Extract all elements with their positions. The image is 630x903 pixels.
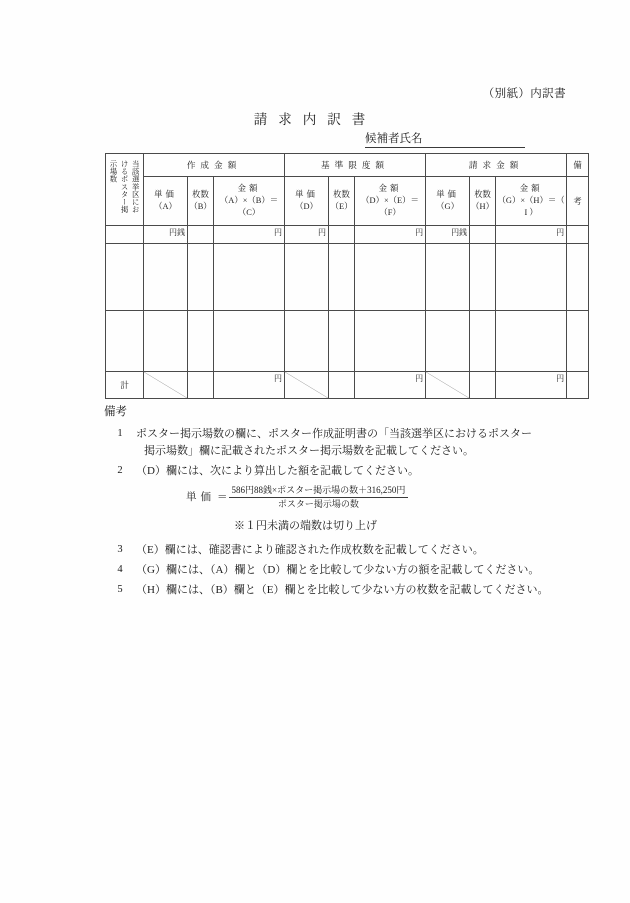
subheader-unit-price-a-code: （A） xyxy=(154,202,177,211)
unit-marker-g: 円銭 xyxy=(451,228,468,237)
unit-marker-a: 円銭 xyxy=(169,228,185,237)
remarks-header-bottom: 考 xyxy=(567,177,589,226)
total-b[interactable] xyxy=(188,372,214,399)
unit-cell-d[interactable] xyxy=(285,226,329,244)
remarks-header-top: 備 xyxy=(567,154,589,177)
group-header-creation xyxy=(144,154,285,177)
subheader-amount-c xyxy=(214,177,285,226)
document-tag: （別紙）内訳書 xyxy=(482,88,566,100)
poster-count-header-label: 当該選挙区におけるポスター掲示場数 xyxy=(108,159,141,213)
group-header-standard-limit-label: 基準限度額 xyxy=(321,160,390,170)
page-title-text: 請求内訳書 xyxy=(253,112,377,127)
total-remarks[interactable] xyxy=(567,372,589,399)
entry-c[interactable] xyxy=(214,244,285,311)
formula-numerator: 586円88銭×ポスター掲示場の数＋316,250円 xyxy=(229,485,409,498)
table-subheader-row xyxy=(106,177,589,226)
candidate-name-input[interactable] xyxy=(423,134,526,148)
note-text-4: （G）欄には、（A）欄と（D）欄とを比較して少ない方の額を記載してください。 xyxy=(136,563,540,576)
unit-cell-f[interactable] xyxy=(355,226,426,244)
diagonal-strike-icon xyxy=(426,372,469,398)
formula-fraction xyxy=(229,485,409,511)
unit-cell-remarks[interactable] xyxy=(567,226,589,244)
entry-g[interactable] xyxy=(426,244,470,311)
subheader-amount-c-formula: （A）×（B）＝（C） xyxy=(219,195,279,218)
notes-section xyxy=(104,404,604,602)
entry-b[interactable] xyxy=(188,244,214,311)
formula-denominator: ポスター掲示場の数 xyxy=(277,499,359,510)
unit-cell-i[interactable] xyxy=(496,226,567,244)
candidate-name-field[interactable] xyxy=(365,130,525,148)
unit-cell-h[interactable] xyxy=(470,226,496,244)
entry2-i[interactable] xyxy=(496,311,567,372)
note-text-2: （D）欄には、次により算出した額を記載してください。 xyxy=(136,464,419,477)
subheader-unit-price-d xyxy=(285,177,329,226)
total-unit-marker-c: 円 xyxy=(274,374,283,383)
subheader-amount-f-formula: （D）×（E）＝（F） xyxy=(361,195,419,218)
subheader-amount-f xyxy=(355,177,426,226)
formula-rounding-note: ※１円未満の端数は切り上げ xyxy=(234,520,377,533)
total-c[interactable] xyxy=(214,372,285,399)
subheader-amount-i-formula: （G）×（H）＝（ I ） xyxy=(497,195,565,218)
subheader-amount-i xyxy=(496,177,567,226)
subheader-unit-price-g-label: 単価 xyxy=(436,189,459,199)
total-unit-marker-i: 円 xyxy=(556,374,565,383)
notes-title: 備考 xyxy=(104,406,127,418)
entry2-d[interactable] xyxy=(285,311,329,372)
total-f[interactable] xyxy=(355,372,426,399)
subheader-amount-c-label: 金額 xyxy=(237,183,261,193)
total-label-cell: 計 xyxy=(106,372,144,399)
entry-remarks[interactable] xyxy=(567,244,589,311)
total-a-struck xyxy=(144,372,188,399)
table-entry-row xyxy=(106,311,589,372)
note-item-1 xyxy=(104,426,604,460)
entry2-f[interactable] xyxy=(355,311,426,372)
note-item-3 xyxy=(104,542,604,559)
entry-h[interactable] xyxy=(470,244,496,311)
entry2-a[interactable] xyxy=(144,311,188,372)
entry-e[interactable] xyxy=(329,244,355,311)
entry-d[interactable] xyxy=(285,244,329,311)
unit-marker-i: 円 xyxy=(556,228,565,237)
unit-cell-e[interactable] xyxy=(329,226,355,244)
subheader-sheets-e-code: （E） xyxy=(330,202,353,211)
total-unit-marker-f: 円 xyxy=(415,374,424,383)
poster-count-header-cell xyxy=(106,154,144,226)
total-i[interactable] xyxy=(496,372,567,399)
subheader-unit-price-g xyxy=(426,177,470,226)
subheader-sheets-e-label: 枚数 xyxy=(333,189,350,199)
unit-cell-a[interactable] xyxy=(144,226,188,244)
unit-marker-d: 円 xyxy=(318,228,327,237)
total-g-struck xyxy=(426,372,470,399)
note-number-3: 3 xyxy=(117,543,123,555)
entry2-remarks[interactable] xyxy=(567,311,589,372)
note-text-1-line2: 掲示場数」欄に記載されたポスター掲示場数を記載してください。 xyxy=(144,444,474,457)
total-d-struck xyxy=(285,372,329,399)
unit-cell-c[interactable] xyxy=(214,226,285,244)
page-title xyxy=(0,108,630,128)
subheader-amount-i-label: 金額 xyxy=(519,183,543,193)
entry2-e[interactable] xyxy=(329,311,355,372)
subheader-sheets-h xyxy=(470,177,496,226)
subheader-unit-price-d-label: 単価 xyxy=(295,189,318,199)
entry2-g[interactable] xyxy=(426,311,470,372)
total-h[interactable] xyxy=(470,372,496,399)
group-header-creation-label: 作成金額 xyxy=(186,160,242,170)
note-item-5 xyxy=(104,582,604,599)
billing-breakdown-table xyxy=(105,153,589,399)
note-number-5: 5 xyxy=(117,583,123,595)
note-item-4 xyxy=(104,562,604,579)
entry-poster-count[interactable] xyxy=(106,244,144,311)
note-text-5: （H）欄には、（B）欄と（E）欄とを比較して少ない方の枚数を記載してください。 xyxy=(136,583,549,596)
table-total-row xyxy=(106,372,589,399)
table-group-header-row xyxy=(106,154,589,177)
entry2-c[interactable] xyxy=(214,311,285,372)
subheader-sheets-b xyxy=(188,177,214,226)
unit-price-formula xyxy=(104,485,604,511)
entry2-b[interactable] xyxy=(188,311,214,372)
subheader-sheets-h-code: （H） xyxy=(471,202,494,211)
entry-a[interactable] xyxy=(144,244,188,311)
subheader-sheets-h-label: 枚数 xyxy=(474,189,491,199)
table-entry-row xyxy=(106,244,589,311)
entry2-h[interactable] xyxy=(470,311,496,372)
note-text-1 xyxy=(136,426,604,460)
diagonal-strike-icon xyxy=(144,372,187,398)
note-item-2 xyxy=(104,463,604,480)
subheader-sheets-e xyxy=(329,177,355,226)
subheader-unit-price-a-label: 単価 xyxy=(154,189,177,199)
subheader-sheets-b-label: 枚数 xyxy=(192,189,209,199)
entry-i[interactable] xyxy=(496,244,567,311)
diagonal-strike-icon xyxy=(285,372,328,398)
unit-marker-f: 円 xyxy=(415,228,424,237)
table-unit-marker-row xyxy=(106,226,589,244)
unit-cell-poster-count[interactable] xyxy=(106,226,144,244)
subheader-amount-f-label: 金額 xyxy=(378,183,402,193)
formula-left-side: 単価 xyxy=(186,491,215,503)
candidate-name-label: 候補者氏名 xyxy=(365,130,423,148)
group-header-claim-label: 請求金額 xyxy=(468,160,524,170)
note-number-2: 2 xyxy=(117,464,123,476)
entry2-poster-count[interactable] xyxy=(106,311,144,372)
subheader-unit-price-d-code: （D） xyxy=(295,202,318,211)
note-text-1-line1: ポスター掲示場数の欄に、ポスター作成証明書の「当該選挙区におけるポスター xyxy=(136,427,532,440)
group-header-claim xyxy=(426,154,567,177)
group-header-standard-limit xyxy=(285,154,426,177)
note-number-1: 1 xyxy=(117,427,123,439)
subheader-sheets-b-code: （B） xyxy=(189,202,212,211)
entry-f[interactable] xyxy=(355,244,426,311)
note-text-3: （E）欄には、確認書により確認された作成枚数を記載してください。 xyxy=(136,543,484,556)
unit-cell-b[interactable] xyxy=(188,226,214,244)
total-e[interactable] xyxy=(329,372,355,399)
subheader-unit-price-a xyxy=(144,177,188,226)
unit-marker-c: 円 xyxy=(274,228,283,237)
subheader-unit-price-g-code: （G） xyxy=(436,202,459,211)
unit-cell-g[interactable] xyxy=(426,226,470,244)
formula-equals-sign: ＝ xyxy=(217,491,228,503)
note-number-4: 4 xyxy=(117,563,123,575)
